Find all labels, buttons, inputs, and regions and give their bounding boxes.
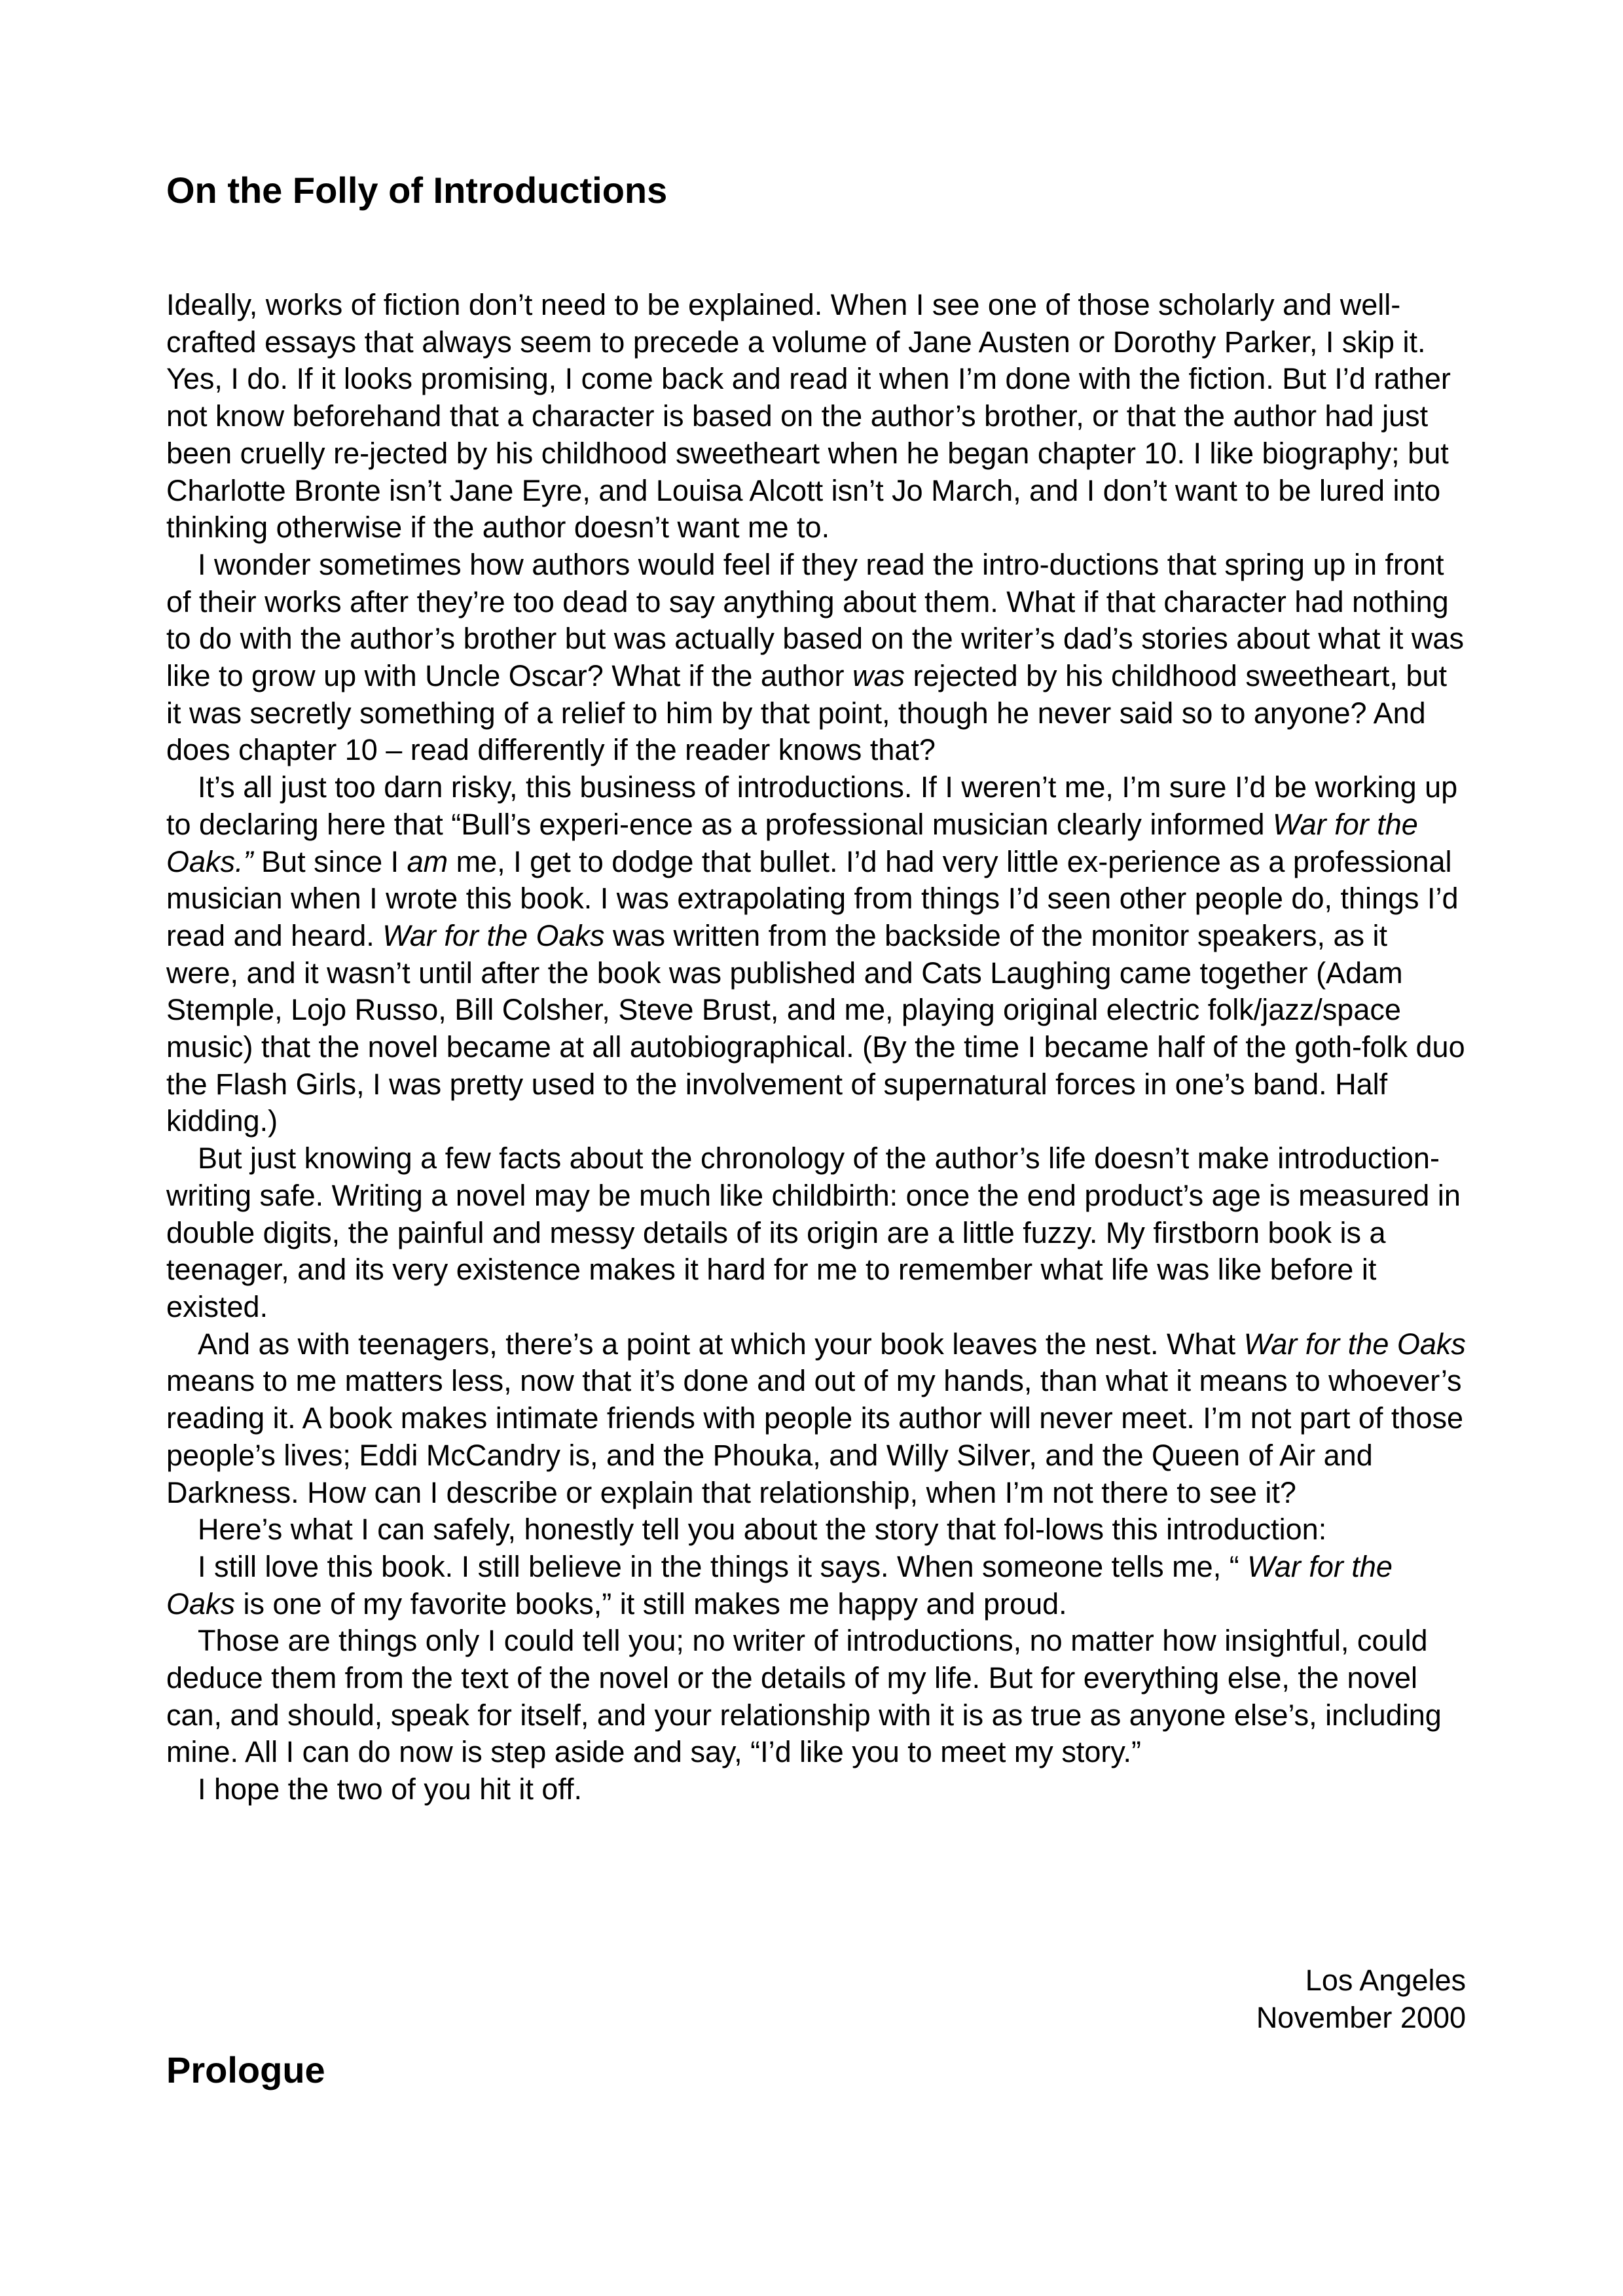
signature-place: Los Angeles	[1305, 1964, 1466, 1997]
paragraph	[166, 1140, 1466, 1326]
text-run: rejected by his childhood sweetheart, but it was secretly something of a relief to him by that point, though he never said so to anyone? And does chapter 10 – read differently if the reader knows that?	[166, 659, 1447, 767]
text-run: I hope the two of you hit it off.	[198, 1772, 583, 1806]
paragraph	[166, 769, 1466, 1140]
italic-text: War for the Oaks	[382, 918, 605, 952]
text-run: means to me matters less, now that it’s done and out of my hands, than what it means to whoever’s reading it. A book makes intimate friends with people its author will never meet. I’m not part of those people’s lives; Eddi McCandry is, and the Phouka, and Willy Silver, and the Queen of Air and Darkness. How can I describe or explain that relationship, when I’m not there to see it?	[166, 1364, 1464, 1509]
paragraph	[166, 1326, 1466, 1512]
paragraph	[166, 1623, 1466, 1771]
text-run: was written from the backside of the monitor speakers, as it were, and it wasn’t until after the book was published and Cats Laughing came together (Adam Stemple, Lojo Russo, Bill Colsher, Steve Brust, and me, playing original electric folk/jazz/space music) that the novel became at all autobiographical. (By the time I became half of the goth-folk duo the Flash Girls, I was pretty used to the involvement of supernatural forces in one’s band. Half kidding.)	[166, 918, 1465, 1138]
italic-text: was	[852, 659, 905, 693]
text-run: me, I get to dodge that bullet. I’d had very little ex-perience as a professional musician when I wrote this book. I was extrapolating from things I’d seen other people do, things I’d read and heard.	[166, 844, 1459, 952]
text-run: is one of my favorite books,” it still makes me happy and proud.	[235, 1587, 1067, 1621]
paragraph	[166, 1511, 1466, 1549]
text-run: It’s all just too darn risky, this business of introductions. If I weren’t me, I’m sure I’d be working up to declaring here that “Bull’s experi-ence as a professional musician clearly informed	[166, 770, 1458, 841]
body-text	[166, 287, 1466, 1808]
text-run: Here’s what I can safely, honestly tell you about the story that fol-lows this introduction:	[198, 1513, 1327, 1547]
chapter-title: On the Folly of Introductions	[166, 170, 668, 211]
text-run: Ideally, works of fiction don’t need to be explained. When I see one of those scholarly and well-crafted essays that always seem to precede a volume of Jane Austen or Dorothy Parker, I skip it. Yes, I do. If it looks promising, I come back and read it when I’m done with the fiction. But I’d rather not know beforehand that a character is based on the author’s brother, or that the author had just been cruelly re-jected by his childhood sweetheart when he began chapter 10. I like biography; but Charlotte Bronte isn’t Jane Eyre, and Louisa Alcott isn’t Jo March, and I don’t want to be lured into thinking otherwise if the author doesn’t want me to.	[166, 288, 1451, 545]
text-run: But since I	[253, 844, 407, 878]
paragraph	[166, 287, 1466, 547]
text-run: But just knowing a few facts about the chronology of the author’s life doesn’t make introduction-writing safe. Writing a novel may be much like childbirth: once the end product’s age is measured in double digits, the painful and messy details of its origin are a little fuzzy. My firstborn book is a teenager, and its very existence makes it hard for me to remember what life was like before it existed.	[166, 1141, 1461, 1323]
italic-text: War for the Oaks	[166, 1549, 1393, 1621]
paragraph	[166, 1771, 1466, 1808]
text-run: I still love this book. I still believe in the things it says. When someone tells me, “	[198, 1549, 1248, 1583]
paragraph	[166, 547, 1466, 769]
signature-block	[1256, 1962, 1466, 2036]
section-heading-prologue: Prologue	[166, 2049, 325, 2090]
italic-text: War for the Oaks.”	[166, 807, 1418, 878]
signature-date: November 2000	[1256, 2000, 1466, 2034]
text-run: I wonder sometimes how authors would feel if they read the intro-ductions that spring up in front of their works after they’re too dead to say anything about them. What if that character had nothing to do with the author’s brother but was actually based on the writer’s dad’s stories about what it was like to grow up with Uncle Oscar? What if the author	[166, 547, 1464, 693]
text-run: And as with teenagers, there’s a point at which your book leaves the nest. What	[198, 1327, 1244, 1361]
paragraph	[166, 1549, 1466, 1623]
italic-text: am	[407, 844, 448, 878]
text-run: Those are things only I could tell you; no writer of introductions, no matter how insightful, could deduce them from the text of the novel or the details of my life. But for everything else, the novel can, and should, speak for itself, and your relationship with it is as true as anyone else’s, including mine. All I can do now is step aside and say, “I’d like you to meet my story.”	[166, 1624, 1442, 1769]
italic-text: War for the Oaks	[1243, 1327, 1466, 1361]
